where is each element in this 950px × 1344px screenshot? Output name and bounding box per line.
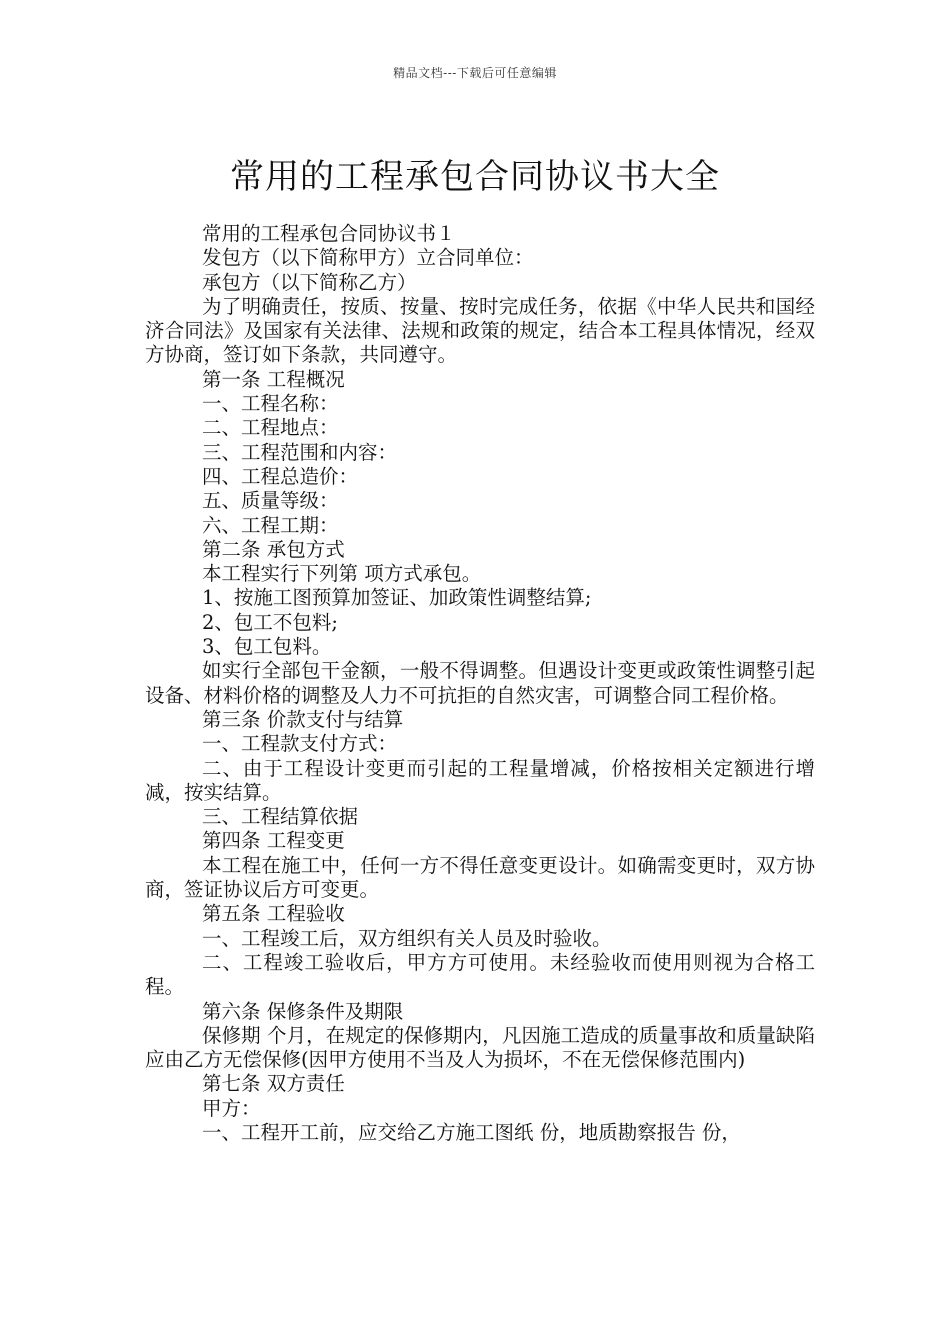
party-a-label: 甲方： (202, 1096, 261, 1120)
method-option-1: 1、按施工图预算加签证、加政策性调整结算; (202, 586, 592, 610)
project-duration-line: 六、工程工期： (202, 513, 339, 537)
document-body (145, 222, 815, 1145)
project-name-line: 一、工程名称： (202, 392, 339, 416)
method-option-3: 3、包工包料。 (202, 635, 332, 659)
article-4-heading: 第四条 工程变更 (202, 829, 345, 853)
acceptance-line-1: 一、工程竣工后，双方组织有关人员及时验收。 (202, 926, 612, 950)
header-note: 精品文档---下载后可任意编辑 (393, 66, 557, 80)
project-cost-line: 四、工程总造价： (202, 464, 359, 488)
settlement-basis-line: 三、工程结算依据 (202, 805, 359, 829)
change-rule-paragraph: 本工程在施工中，任何一方不得任意变更设计。如确需变更时，双方协商，签证协议后方可变更。 (145, 853, 815, 902)
preamble-paragraph: 为了明确责任，按质、按量、按时完成任务，依据《中华人民共和国经济合同法》及国家有关法律、法规和政策的规定，结合本工程具体情况，经双方协商，签订如下条款，共同遵守。 (145, 294, 815, 367)
party-b-line: 承包方（以下简称乙方） (202, 270, 417, 294)
article-7-heading: 第七条 双方责任 (202, 1072, 345, 1096)
article-5-heading: 第五条 工程验收 (202, 902, 345, 926)
article-2-heading: 第二条 承包方式 (202, 537, 345, 561)
article-1-heading: 第一条 工程概况 (202, 367, 345, 391)
design-change-paragraph: 二、由于工程设计变更而引起的工程量增减，价格按相关定额进行增减，按实结算。 (145, 756, 815, 804)
warranty-paragraph: 保修期 个月，在规定的保修期内，凡因施工造成的质量事故和质量缺陷应由乙方无偿保修(因甲方使用不当及人为损坏，不在无偿保修范围内) (145, 1023, 815, 1072)
quality-grade-line: 五、质量等级： (202, 489, 339, 513)
article-6-heading: 第六条 保修条件及期限 (202, 999, 404, 1023)
contract-method-line: 本工程实行下列第 项方式承包。 (202, 562, 482, 586)
party-a-line: 发包方（以下简称甲方）立合同单位： (202, 246, 534, 270)
project-scope-line: 三、工程范围和内容： (202, 440, 398, 464)
price-adjustment-paragraph: 如实行全部包干金额，一般不得调整。但遇设计变更或政策性调整引起设备、材料价格的调整及人力不可抗拒的自然灾害，可调整合同工程价格。 (145, 659, 815, 707)
contract-heading: 常用的工程承包合同协议书１ (202, 222, 456, 245)
document-title: 常用的工程承包合同协议书大全 (230, 156, 720, 197)
article-3-heading: 第三条 价款支付与结算 (202, 707, 404, 731)
payment-method-line: 一、工程款支付方式： (202, 732, 398, 756)
acceptance-line-2: 二、工程竣工验收后，甲方方可使用。未经验收而使用则视为合格工程。 (145, 950, 815, 999)
project-location-line: 二、工程地点： (202, 416, 339, 440)
party-a-duty-1: 一、工程开工前，应交给乙方施工图纸 份，地质勘察报告 份， (202, 1120, 741, 1144)
method-option-2: 2、包工不包料; (202, 610, 338, 634)
